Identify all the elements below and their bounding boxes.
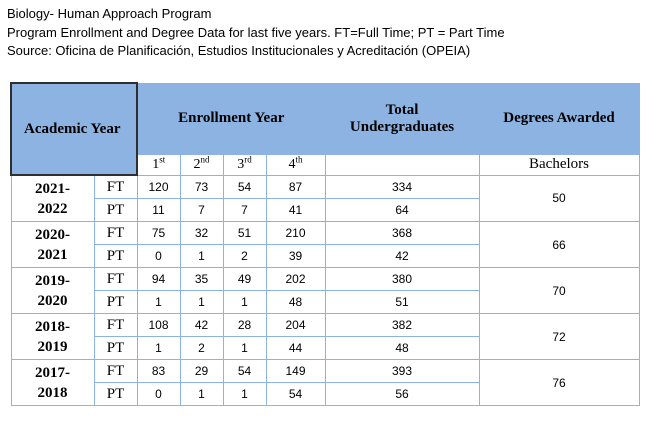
enroll-2nd: 2 — [180, 337, 223, 360]
enroll-2nd: 29 — [180, 360, 223, 383]
enroll-2nd: 1 — [180, 383, 223, 406]
ft-label: FT — [94, 314, 137, 337]
enroll-4th: 149 — [266, 360, 325, 383]
table-row — [11, 314, 639, 337]
sub-header-total-blank — [325, 154, 479, 175]
header-row — [11, 83, 639, 154]
enroll-1st: 108 — [137, 314, 180, 337]
enroll-3rd: 51 — [223, 222, 266, 245]
total-undergrad: 42 — [325, 245, 479, 268]
enroll-4th: 39 — [266, 245, 325, 268]
enroll-2nd: 42 — [180, 314, 223, 337]
enroll-3rd: 7 — [223, 199, 266, 222]
enroll-2nd: 1 — [180, 245, 223, 268]
enroll-3rd: 54 — [223, 175, 266, 199]
enrollment-table — [10, 82, 640, 406]
total-undergrad: 56 — [325, 383, 479, 406]
col-header-degrees: Degrees Awarded — [479, 83, 639, 154]
table-row — [11, 268, 639, 291]
degrees-awarded: 70 — [479, 268, 639, 314]
enroll-1st: 83 — [137, 360, 180, 383]
academic-year-cell: 2021- 2022 — [11, 175, 94, 222]
enroll-1st: 94 — [137, 268, 180, 291]
enroll-4th: 41 — [266, 199, 325, 222]
table-description: Program Enrollment and Degree Data for last five years. FT=Full Time; PT = Part Time — [7, 25, 505, 40]
enroll-2nd: 7 — [180, 199, 223, 222]
pt-label: PT — [94, 291, 137, 314]
degrees-awarded: 66 — [479, 222, 639, 268]
pt-label: PT — [94, 199, 137, 222]
sub-header-3rd: 3rd — [223, 154, 266, 175]
enroll-3rd: 1 — [223, 383, 266, 406]
degrees-awarded: 72 — [479, 314, 639, 360]
academic-year-cell: 2018- 2019 — [11, 314, 94, 360]
col-header-total-line2: Undergraduates — [349, 118, 455, 135]
enroll-4th: 210 — [266, 222, 325, 245]
enroll-3rd: 54 — [223, 360, 266, 383]
col-header-academic-year: Academic Year — [11, 83, 137, 175]
total-undergrad: 380 — [325, 268, 479, 291]
enroll-2nd: 32 — [180, 222, 223, 245]
enroll-4th: 202 — [266, 268, 325, 291]
academic-year-cell: 2017- 2018 — [11, 360, 94, 406]
enroll-2nd: 1 — [180, 291, 223, 314]
col-header-enrollment-year: Enrollment Year — [137, 83, 325, 154]
ft-label: FT — [94, 268, 137, 291]
enroll-3rd: 49 — [223, 268, 266, 291]
ft-label: FT — [94, 360, 137, 383]
sub-header-bachelors: Bachelors — [479, 154, 639, 175]
table-row — [11, 175, 639, 199]
enroll-4th: 44 — [266, 337, 325, 360]
enroll-1st: 1 — [137, 337, 180, 360]
sub-header-2nd: 2nd — [180, 154, 223, 175]
table-row — [11, 360, 639, 383]
pt-label: PT — [94, 337, 137, 360]
table-row — [11, 222, 639, 245]
enroll-4th: 54 — [266, 383, 325, 406]
enroll-2nd: 35 — [180, 268, 223, 291]
enroll-1st: 120 — [137, 175, 180, 199]
sub-header-1st: 1st — [137, 154, 180, 175]
academic-year-cell: 2020- 2021 — [11, 222, 94, 268]
data-source: Source: Oficina de Planificación, Estudios Institucionales y Acreditación (OPEIA) — [7, 43, 471, 58]
pt-label: PT — [94, 383, 137, 406]
enroll-3rd: 28 — [223, 314, 266, 337]
total-undergrad: 393 — [325, 360, 479, 383]
enroll-3rd: 2 — [223, 245, 266, 268]
total-undergrad: 368 — [325, 222, 479, 245]
enroll-1st: 1 — [137, 291, 180, 314]
total-undergrad: 64 — [325, 199, 479, 222]
page-title: Biology- Human Approach Program — [7, 6, 212, 21]
enroll-4th: 48 — [266, 291, 325, 314]
total-undergrad: 48 — [325, 337, 479, 360]
ft-label: FT — [94, 222, 137, 245]
academic-year-cell: 2019- 2020 — [11, 268, 94, 314]
col-header-total-line1: Total — [385, 101, 419, 118]
degrees-awarded: 76 — [479, 360, 639, 406]
enroll-4th: 87 — [266, 175, 325, 199]
ft-label: FT — [94, 175, 137, 199]
enroll-3rd: 1 — [223, 337, 266, 360]
degrees-awarded: 50 — [479, 175, 639, 222]
enroll-1st: 75 — [137, 222, 180, 245]
enroll-1st: 0 — [137, 245, 180, 268]
enroll-1st: 11 — [137, 199, 180, 222]
enroll-4th: 204 — [266, 314, 325, 337]
total-undergrad: 334 — [325, 175, 479, 199]
enroll-3rd: 1 — [223, 291, 266, 314]
sub-header-4th: 4th — [266, 154, 325, 175]
total-undergrad: 51 — [325, 291, 479, 314]
total-undergrad: 382 — [325, 314, 479, 337]
enroll-1st: 0 — [137, 383, 180, 406]
enroll-2nd: 73 — [180, 175, 223, 199]
col-header-total — [325, 83, 479, 154]
pt-label: PT — [94, 245, 137, 268]
